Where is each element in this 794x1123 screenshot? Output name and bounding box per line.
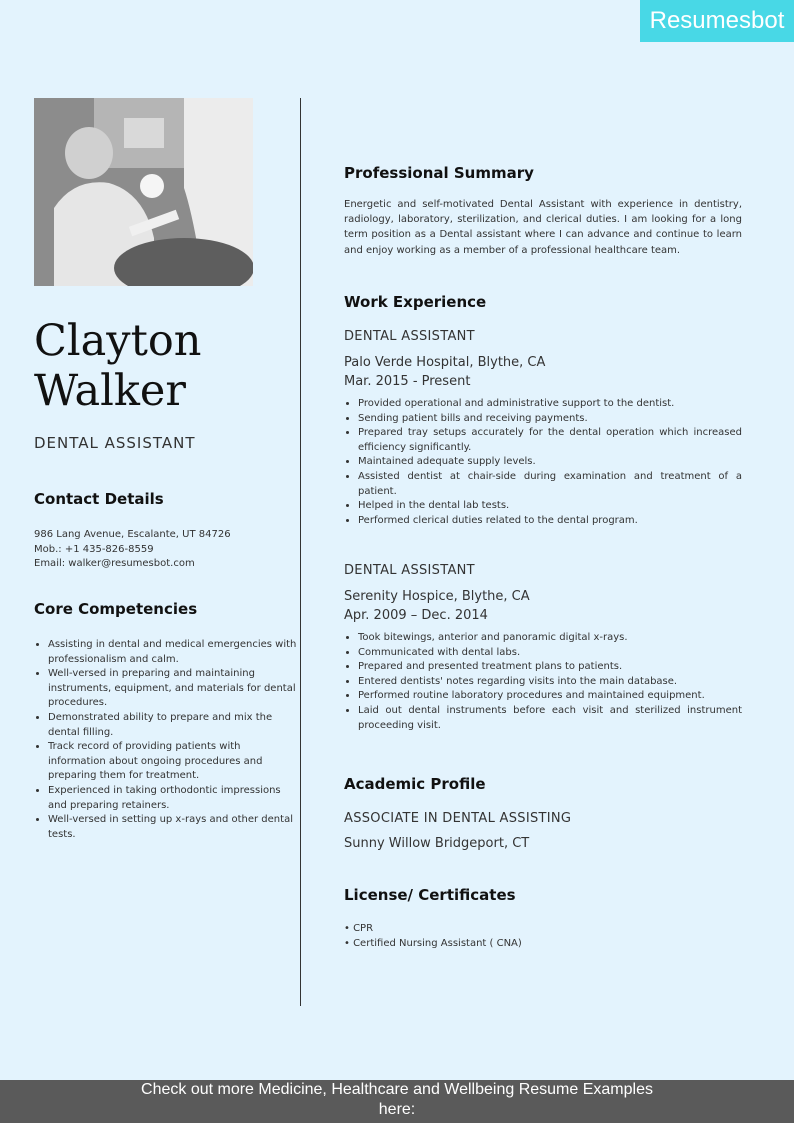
first-name: Clayton <box>34 316 202 366</box>
list-item: • Performed routine laboratory procedures and maintained equipment. <box>358 689 742 704</box>
footer-banner[interactable] <box>0 1080 794 1123</box>
job-role: DENTAL ASSISTANT <box>344 563 475 578</box>
academic-degree: ASSOCIATE IN DENTAL ASSISTING <box>344 811 572 826</box>
job-employer: Serenity Hospice, Blythe, CA <box>344 589 530 604</box>
contact-email: Email: walker@resumesbot.com <box>34 558 195 570</box>
summary-heading: Professional Summary <box>344 164 534 182</box>
contact-mobile: Mob.: +1 435-826-8559 <box>34 543 154 555</box>
contact-address: 986 Lang Avenue, Escalante, UT 84726 <box>34 529 231 540</box>
list-item: • Prepared and presented treatment plans to patients. <box>358 660 742 675</box>
competencies-list <box>34 638 298 842</box>
list-item: • Track record of providing patients with information about ongoing procedures and preparing them for treatment. <box>48 740 298 784</box>
job-entry <box>344 329 742 528</box>
job-dates: Apr. 2009 – Dec. 2014 <box>344 608 488 623</box>
list-item: • Sending patient bills and receiving payments. <box>358 412 742 427</box>
list-item: • Maintained adequate supply levels. <box>358 455 742 470</box>
contact-heading: Contact Details <box>34 490 164 508</box>
academic-school: Sunny Willow Bridgeport, CT <box>344 836 530 851</box>
job-role: DENTAL ASSISTANT <box>344 329 475 344</box>
list-item: • Experienced in taking orthodontic impressions and preparing retainers. <box>48 784 298 813</box>
list-item: • Entered dentists' notes regarding visits into the main database. <box>358 675 742 690</box>
list-item: • Helped in the dental lab tests. <box>358 499 742 514</box>
list-item: • CPR <box>344 923 374 934</box>
licenses-list <box>344 922 742 951</box>
job-entry <box>344 563 742 733</box>
list-item: • Assisted dentist at chair-side during examination and treatment of a patient. <box>358 470 742 499</box>
last-name: Walker <box>34 366 186 416</box>
experience-heading: Work Experience <box>344 293 487 311</box>
contact-details <box>34 528 231 572</box>
footer-link-text[interactable]: Check out more Medicine, Healthcare and Wellbeing Resume Examples here: <box>141 1081 653 1118</box>
job-duties <box>344 397 742 528</box>
dentist-photo-illustration <box>34 98 253 286</box>
job-duties <box>344 631 742 733</box>
list-item: • Demonstrated ability to prepare and mix the dental filling. <box>48 711 298 740</box>
academic-heading: Academic Profile <box>344 775 486 793</box>
resumesbot-brand-link[interactable]: Resumesbot <box>640 0 794 42</box>
column-divider <box>300 98 301 1006</box>
list-item: • Performed clerical duties related to the dental program. <box>358 514 742 529</box>
list-item: • Well-versed in setting up x-rays and other dental tests. <box>48 813 298 842</box>
list-item: • Took bitewings, anterior and panoramic digital x-rays. <box>358 631 742 646</box>
candidate-name <box>34 316 201 416</box>
job-employer: Palo Verde Hospital, Blythe, CA <box>344 355 546 370</box>
list-item: • Assisting in dental and medical emergencies with professionalism and calm. <box>48 638 298 667</box>
job-dates: Mar. 2015 - Present <box>344 374 471 389</box>
list-item: • Well-versed in preparing and maintaining instruments, equipment, and materials for dental procedures. <box>48 667 298 711</box>
licenses-heading: License/ Certificates <box>344 886 516 904</box>
list-item: • Laid out dental instruments before each visit and sterilized instrument proceeding visit. <box>358 704 742 733</box>
list-item: • Certified Nursing Assistant ( CNA) <box>344 937 522 949</box>
list-item: • Communicated with dental labs. <box>358 646 742 661</box>
summary-text: Energetic and self-motivated Dental Assistant with experience in dentistry, radiology, laboratory, sterilization, and clerical duties. I am looking for a long term position as a Dental assistant where I can advance and continue to learn and enjoy working as a member of a professional healthcare team. <box>344 199 742 256</box>
profile-photo <box>34 98 253 286</box>
list-item: • Provided operational and administrative support to the dentist. <box>358 397 742 412</box>
competencies-heading: Core Competencies <box>34 600 198 618</box>
list-item: • Prepared tray setups accurately for the dental operation which increased efficiency significantly. <box>358 426 742 455</box>
candidate-title: DENTAL ASSISTANT <box>34 434 196 452</box>
